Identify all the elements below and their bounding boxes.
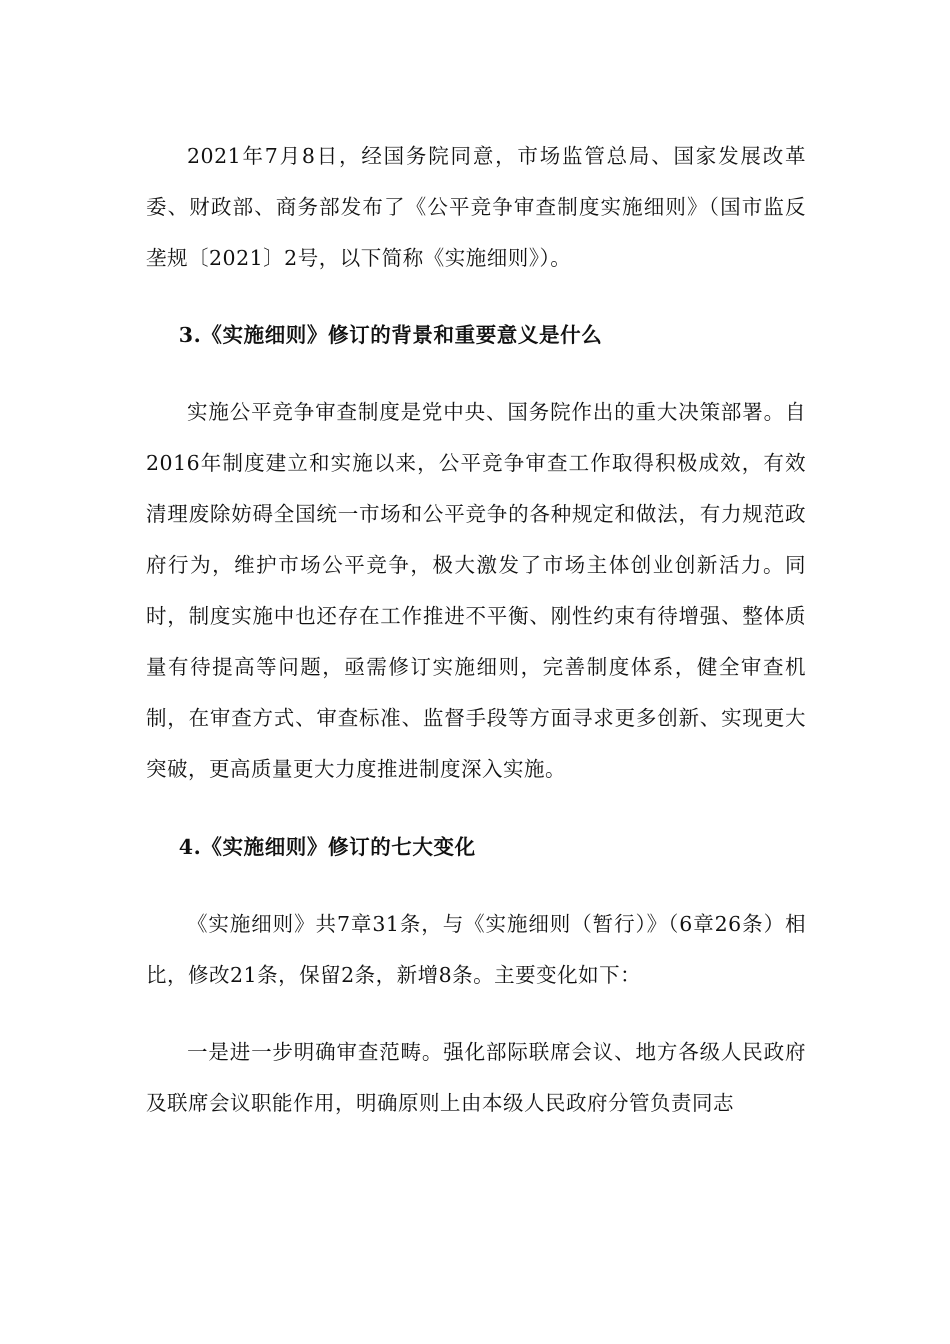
section-heading-3: 3.《实施细则》修订的背景和重要意义是什么 [178, 323, 603, 347]
section-heading-4: 4.《实施细则》修订的七大变化 [178, 835, 476, 859]
paragraph-changes-summary: 《实施细则》共7章31条，与《实施细则（暂行）》（6章26条）相比，修改21条，保留2条，新增8条。主要变化如下： [146, 912, 806, 987]
paragraph-background: 实施公平竞争审查制度是党中央、国务院作出的重大决策部署。自2016年制度建立和实施以来，公平竞争审查工作取得积极成效，有效清理废除妨碍全国统一市场和公平竞争的各种规定和做法，有力规范政府行为，维护市场公平竞争，极大激发了市场主体创业创新活力。同时，制度实施中也还存在工作推进不平衡、刚性约束有待增强、整体质量有待提高等问题，亟需修订实施细则，完善制度体系，健全审查机制，在审查方式、审查标准、监督手段等方面寻求更多创新、实现更大突破，更高质量更大力度推进制度深入实施。 [146, 400, 806, 781]
document-body [146, 131, 806, 1129]
paragraph-release-notice: 2021年7月8日，经国务院同意，市场监管总局、国家发展改革委、财政部、商务部发布了《公平竞争审查制度实施细则》（国市监反垄规〔2021〕2号，以下简称《实施细则》）。 [146, 144, 806, 270]
paragraph-change-one: 一是进一步明确审查范畴。强化部际联席会议、地方各级人民政府及联席会议职能作用，明确原则上由本级人民政府分管负责同志 [146, 1040, 806, 1115]
